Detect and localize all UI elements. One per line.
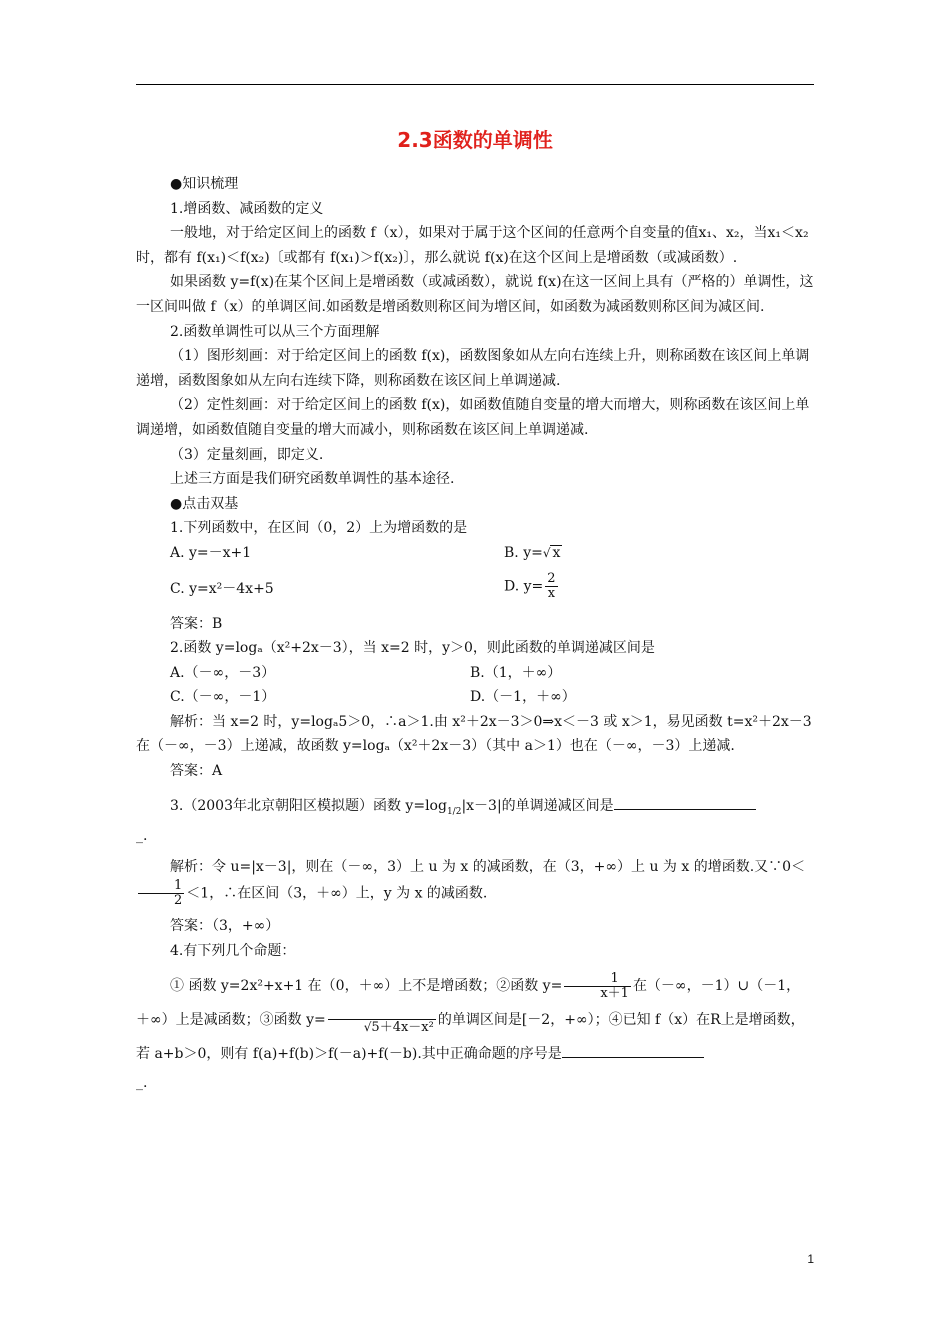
q4-answer-blank[interactable]	[562, 1043, 704, 1058]
question-2-options-ab	[136, 661, 814, 686]
knowledge-paragraph-3: （1）图形刻画：对于给定区间上的函数 f(x)，函数图象如从左向右连续上升，则称函数在该区间上单调递增，函数图象如从左向右连续下降，则称函数在该区间上单调递减.	[136, 348, 810, 389]
q4-sqrt-fraction: √5＋4x－x²	[328, 1005, 436, 1035]
page-number: 1	[807, 1252, 814, 1266]
q1-option-b: B. y=√ x	[504, 544, 561, 561]
fraction-numerator: 1	[138, 879, 184, 894]
q2-option-d: D.（－1，＋∞）	[470, 689, 576, 706]
q1-option-c: C. y=x²－4x+5	[170, 580, 274, 597]
question-3-answer: 答案：（3，+∞）	[170, 918, 280, 935]
q4-radicand: 5＋4x－x²	[371, 1020, 434, 1036]
q2-option-c: C.（－∞，－1）	[170, 689, 276, 706]
question-2-answer: 答案：A	[170, 763, 223, 780]
q4-proposition-text-2: 在（－∞，－1）∪（－1，＋∞）上是减函数；③函数 y=	[136, 978, 801, 1029]
q1-option-a: A. y=－x+1	[170, 544, 252, 561]
fraction-numerator: 2	[547, 570, 556, 586]
question-4-propositions	[136, 969, 814, 1071]
question-3-tail: _.	[136, 828, 148, 845]
q4-proposition-text-3: 的单调区间是[－2，+∞）；④已知 f（x）在R上是增函数，若 a+b＞0，则有 f(a)+f(b)＞f(－a)+f(－b).其中正确命题的序号是	[136, 1012, 805, 1063]
q3-log-base: 1/2	[446, 806, 462, 817]
header-rule	[136, 84, 814, 85]
knowledge-heading-1: 1.增函数、减函数的定义	[170, 200, 324, 217]
q3-analysis-end: ＜1，∴在区间（3，＋∞）上，y 为 x 的减函数.	[186, 885, 488, 902]
q1-option-d-fraction	[545, 572, 557, 601]
question-1-options-cd	[136, 572, 814, 606]
q2-option-a: A.（－∞，－3）	[170, 664, 276, 681]
knowledge-heading-2: 2.函数单调性可以从三个方面理解	[170, 323, 380, 340]
question-4-tail: _.	[136, 1075, 148, 1092]
q3-analysis-fraction	[138, 879, 184, 908]
knowledge-paragraph-2: 如果函数 y=f(x)在某个区间上是增函数（或减函数），就说 f(x)在这一区间上具有（严格的）单调性，这一区间叫做 f（x）的单调区间.如函数是增函数则称区间为增区间，如函数为减函数则称区间为减区间.	[136, 274, 814, 315]
q3-analysis-start: 解析：令 u=|x－3|，则在（－∞，3）上 u 为 x 的减函数，在（3，+∞）上 u 为 x 的增函数.又∵0＜	[170, 858, 806, 875]
question-4-stem: 4.有下列几个命题：	[170, 942, 296, 959]
q2-option-b: B.（1，＋∞）	[470, 664, 562, 681]
section-knowledge: ●知识梳理	[170, 176, 239, 192]
question-1-options-ab	[136, 541, 814, 566]
question-2-stem: 2.函数 y=logₐ（x²+2x－3），当 x=2 时，y＞0，则此函数的单调递减区间是	[170, 640, 655, 657]
question-3-stem	[136, 794, 814, 824]
q1-option-b-label: B. y=	[504, 544, 543, 561]
question-2-options-cd	[136, 685, 814, 710]
knowledge-paragraph-5: （3）定量刻画，即定义.	[170, 446, 324, 463]
document-body	[136, 172, 814, 1096]
knowledge-paragraph-1: 一般地，对于给定区间上的函数 f（x），如果对于属于这个区间的任意两个自变量的值x₁、x₂，当x₁＜x₂时，都有 f(x₁)＜f(x₂)〔或都有 f(x₁)＞f(x₂)〕，那么就说 f(x)在这个区间上是增函数（或减函数）.	[136, 225, 809, 266]
q4-proposition-text-1: ① 函数 y=2x²+x+1 在（0，＋∞）上不是增函数；②函数 y=	[170, 978, 563, 995]
q3-stem-end: |x－3|的单调递减区间是	[461, 797, 614, 814]
q3-stem-start: 3.（2003年北京朝阳区模拟题）函数 y=log	[170, 797, 447, 814]
q1-option-d	[504, 572, 560, 606]
fraction-denominator: x	[547, 585, 556, 601]
fraction-denominator: 2	[174, 893, 183, 909]
fraction-numerator: 1	[564, 972, 631, 987]
q4-fraction	[564, 972, 631, 1001]
question-2-analysis: 解析：当 x=2 时，y=logₐ5＞0，∴a＞1.由 x²＋2x－3＞0⇒x＜－3 或 x＞1，易见函数 t=x²＋2x－3 在（－∞，－3）上递减，故函数 y=logₐ（x²＋2x－3）（其中 a＞1）也在（－∞，－3）上递减.	[136, 713, 812, 755]
section-basics: ●点击双基	[170, 495, 239, 512]
knowledge-paragraph-4: （2）定性刻画：对于给定区间上的函数 f(x)，如函数值随自变量的增大而增大，则称函数在该区间上单调递增，如函数值随自变量的增大而减小，则称函数在该区间上单调递减.	[136, 397, 810, 438]
knowledge-paragraph-6: 上述三方面是我们研究函数单调性的基本途径.	[170, 471, 455, 488]
q1-option-b-radicand: x	[552, 544, 561, 561]
question-3-analysis	[136, 855, 814, 909]
fraction-denominator: x＋1	[600, 985, 629, 1001]
page-title: 2.3函数的单调性	[397, 128, 553, 152]
question-1-answer: 答案：B	[170, 615, 223, 632]
question-1-stem: 1.下列函数中，在区间（0，2）上为增函数的是	[170, 520, 468, 537]
q3-answer-blank[interactable]	[614, 795, 756, 810]
q1-option-d-label: D. y=	[504, 578, 544, 594]
